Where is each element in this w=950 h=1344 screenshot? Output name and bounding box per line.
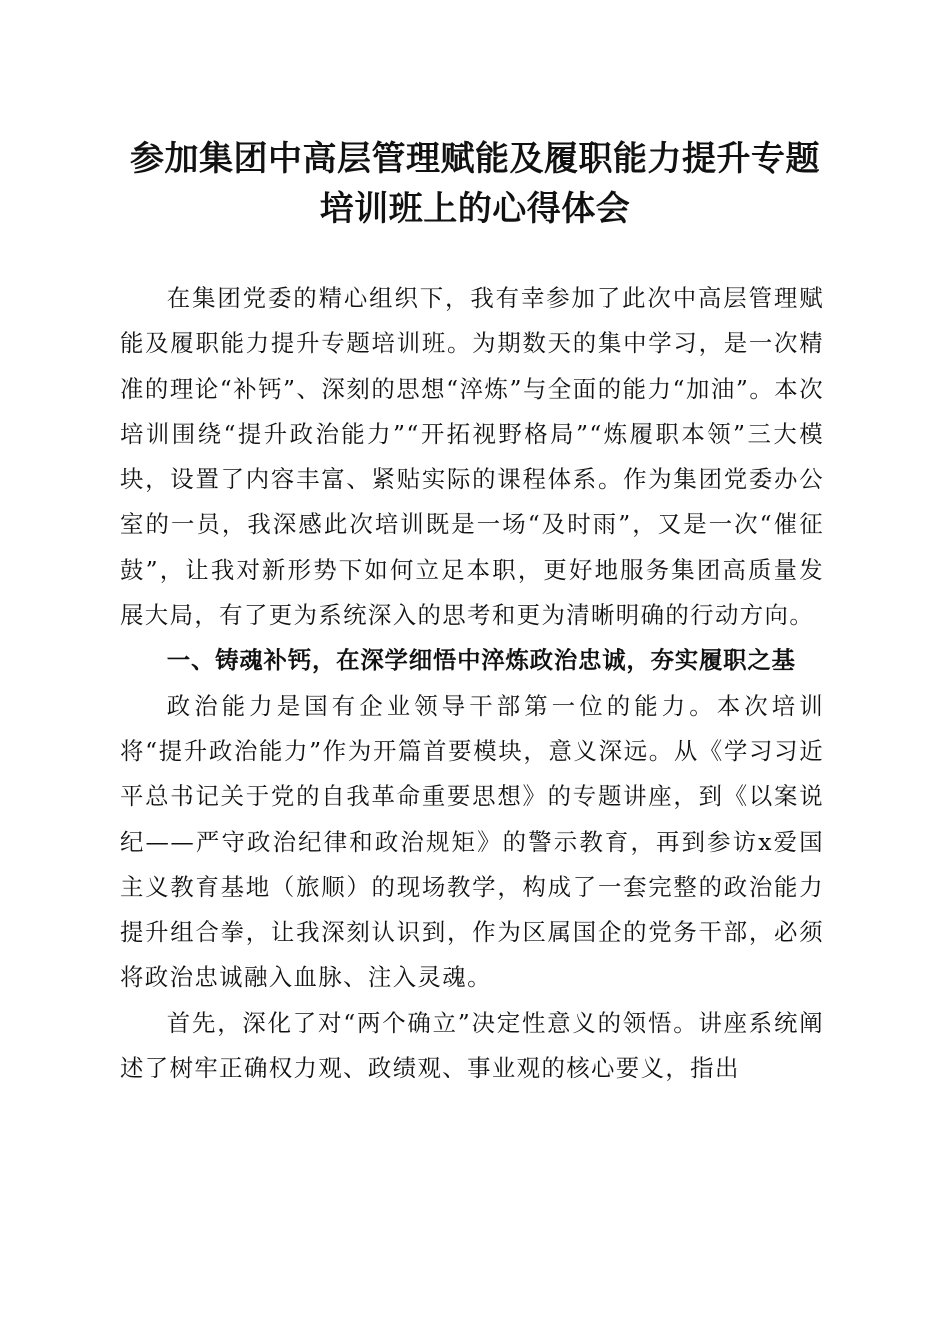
section-heading-1: 一、铸魂补钙，在深学细悟中淬炼政治忠诚，夯实履职之基 [166,646,796,675]
document-title [118,134,832,234]
intro-paragraph: 在集团党委的精心组织下，我有幸参加了此次中高层管理赋能及履职能力提升专题培训班。为期数天的集中学习，是一次精准的理论“补钙”、深刻的思想“淬炼”与全面的能力“加油”。本次培训围绕“提升政治能力”“开拓视野格局”“炼履职本领”三大模块，设置了内容丰富、紧贴实际的课程体系。作为集团党委办公室的一员，我深感此次培训既是一场“及时雨”，又是一次“催征鼓”，让我对新形势下如何立足本职，更好地服务集团高质量发展大局，有了更为系统深入的思考和更为清晰明确的行动方向。 [120,284,824,630]
section-1-paragraph-2: 首先，深化了对“两个确立”决定性意义的领悟。讲座系统阐述了树牢正确权力观、政绩观、事业观的核心要义，指出 [120,1008,824,1083]
title-line-2: 培训班上的心得体会 [319,189,631,229]
section-1-paragraph-1: 政治能力是国有企业领导干部第一位的能力。本次培训将“提升政治能力”作为开篇首要模块，意义深远。从《学习习近平总书记关于党的自我革命重要思想》的专题讲座，到《以案说纪——严守政治纪律和政治规矩》的警示教育，再到参访x爱国主义教育基地（旅顺）的现场教学，构成了一套完整的政治能力提升组合拳，让我深刻认识到，作为区属国企的党务干部，必须将政治忠诚融入血脉、注入灵魂。 [120,691,824,992]
document-body [120,276,824,1091]
title-line-1: 参加集团中高层管理赋能及履职能力提升专题 [130,139,820,179]
